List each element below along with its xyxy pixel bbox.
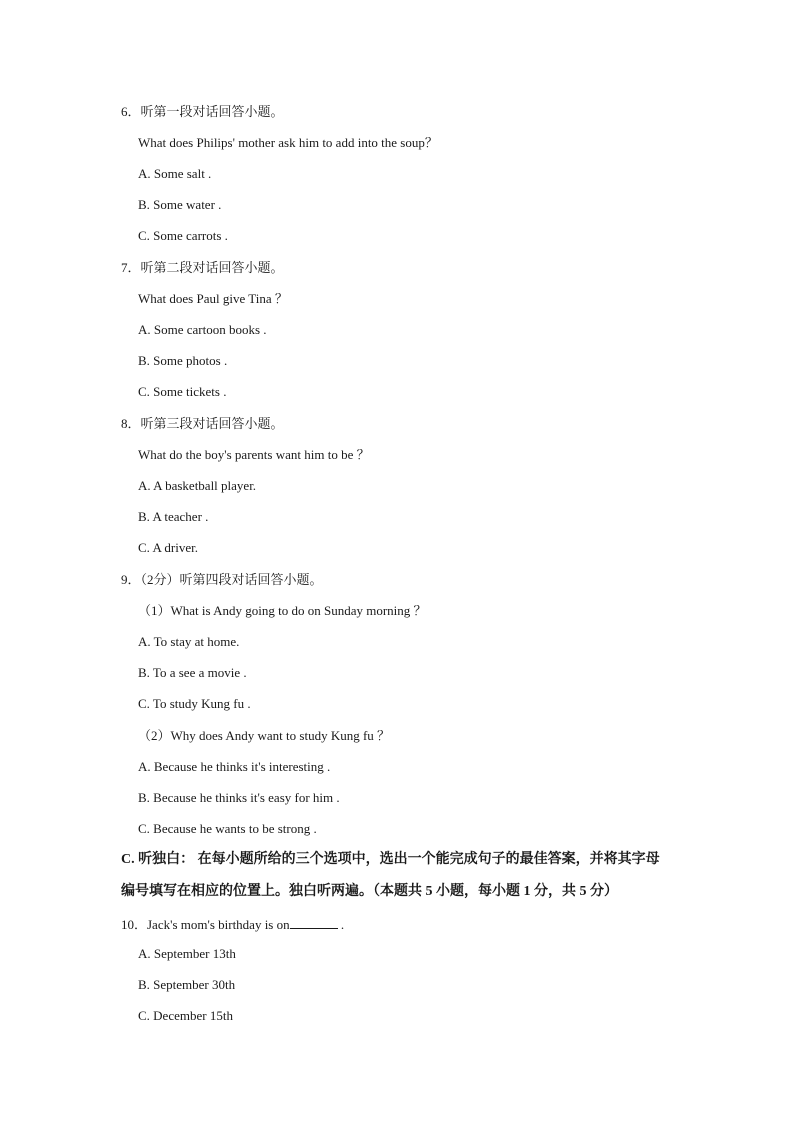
q10-option-a: A. September 13th [138,946,236,961]
q8-header: 8．听第三段对话回答小题。 [121,416,284,431]
q10-stem [121,916,344,933]
q10-option-b: B. September 30th [138,977,236,992]
q6-stem: What does Philips' mother ask him to add into the soup？ [138,135,438,150]
q10-stem-text: 10．Jack's mom's birthday is on [121,917,290,932]
q6-header: 6．听第一段对话回答小题。 [121,104,284,119]
q9-sub1-stem: （1）What is Andy going to do on Sunday morning ？ [138,603,427,618]
q6-option-c: C. Some carrots . [138,228,228,243]
q9-sub2-option-b: B. Because he thinks it's easy for him . [138,790,340,805]
q9-sub1-option-b: B. To a see a movie . [138,665,247,680]
q10-option-c: C. December 15th [138,1008,233,1023]
q8-stem: What do the boy's parents want him to be ？ [138,447,370,462]
q9-sub2-stem: （2）Why does Andy want to study Kung fu ？ [138,728,391,743]
q9-sub2-option-c: C. Because he wants to be strong . [138,821,317,836]
q9-sub1-option-a: A. To stay at home. [138,634,240,649]
q10-stem-end: . [337,917,345,932]
q9-header: 9．（2分）听第四段对话回答小题。 [121,572,323,587]
q7-option-b: B. Some photos . [138,353,228,368]
q7-option-c: C. Some tickets . [138,384,227,399]
q8-option-c: C. A driver. [138,540,198,555]
q6-option-b: B. Some water . [138,197,222,212]
q10-answer-blank[interactable] [290,916,338,929]
q6-option-a: A. Some salt . [138,166,212,181]
section-c-instruction-line1: C. 听独白： 在每小题所给的三个选项中，选出一个能完成句子的最佳答案，并将其字母 [121,852,660,867]
q9-sub1-option-c: C. To study Kung fu . [138,696,251,711]
section-c-instruction-line2: 编号填写在相应的位置上。独白听两遍。（本题共 5 小题，每小题 1 分，共 5 分） [121,884,618,899]
q8-option-b: B. A teacher . [138,509,209,524]
q7-stem: What does Paul give Tina ？ [138,291,288,306]
q8-option-a: A. A basketball player. [138,478,257,493]
q7-option-a: A. Some cartoon books . [138,322,267,337]
q7-header: 7．听第二段对话回答小题。 [121,260,284,275]
q9-sub2-option-a: A. Because he thinks it's interesting . [138,759,331,774]
